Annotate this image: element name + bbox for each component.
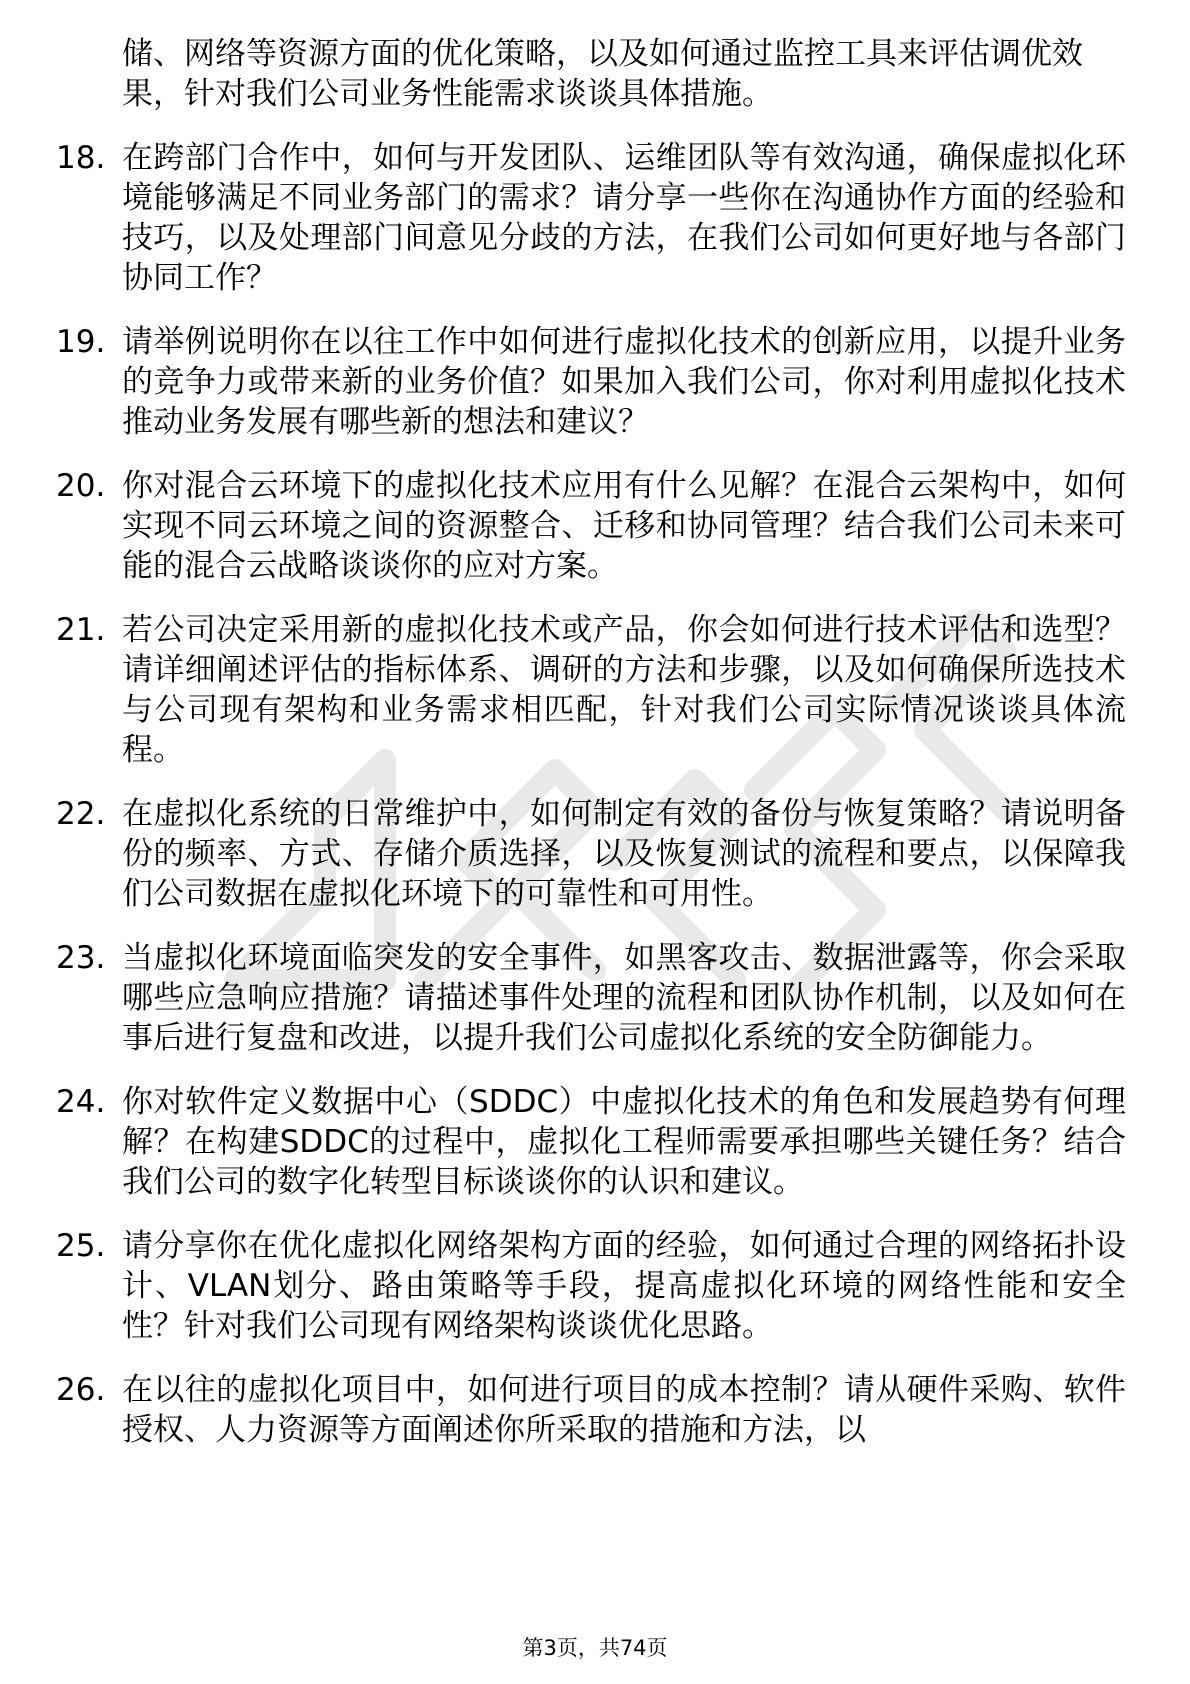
item-text: 请举例说明你在以往工作中如何进行虚拟化技术的创新应用，以提升业务的竞争力或带来新的业务价值？如果加入我们公司，你对利用虚拟化技术推动业务发展有哪些新的想法和建议？ <box>122 324 1126 440</box>
item-text: 你对混合云环境下的虚拟化技术应用有什么见解？在混合云架构中，如何实现不同云环境之间的资源整合、迁移和协同管理？结合我们公司未来可能的混合云战略谈谈你的应对方案。 <box>122 468 1126 584</box>
item-number: 22. <box>56 796 106 832</box>
item-text: 若公司决定采用新的虚拟化技术或产品，你会如何进行技术评估和选型？请详细阐述评估的指标体系、调研的方法和步骤，以及如何确保所选技术与公司现有架构和业务需求相匹配，针对我们公司实际情况谈谈具体流程。 <box>122 612 1126 768</box>
item-text: 在跨部门合作中，如何与开发团队、运维团队等有效沟通，确保虚拟化环境能够满足不同业务部门的需求？请分享一些你在沟通协作方面的经验和技巧，以及处理部门间意见分歧的方法，在我们公司如何更好地与各部门协同工作？ <box>122 140 1126 296</box>
list-item <box>56 466 1126 586</box>
list-item <box>56 1226 1126 1346</box>
item-number: 18. <box>56 140 106 176</box>
list-item <box>56 794 1126 914</box>
list-item <box>56 1082 1126 1202</box>
list-item <box>56 938 1126 1058</box>
list-item <box>56 1370 1126 1450</box>
item-text: 在以往的虚拟化项目中，如何进行项目的成本控制？请从硬件采购、软件授权、人力资源等方面阐述你所采取的措施和方法，以 <box>122 1372 1126 1448</box>
continuation-text: 储、网络等资源方面的优化策略，以及如何通过监控工具来评估调优效果，针对我们公司业务性能需求谈谈具体措施。 <box>122 36 1083 112</box>
list-item <box>56 138 1126 298</box>
list-item <box>56 322 1126 442</box>
item-text: 当虚拟化环境面临突发的安全事件，如黑客攻击、数据泄露等，你会采取哪些应急响应措施？请描述事件处理的流程和团队协作机制，以及如何在事后进行复盘和改进，以提升我们公司虚拟化系统的安全防御能力。 <box>122 940 1126 1056</box>
item-number: 19. <box>56 324 106 360</box>
list-item <box>56 610 1126 770</box>
item-number: 26. <box>56 1372 106 1408</box>
item-number: 25. <box>56 1228 106 1264</box>
item-number: 21. <box>56 612 106 648</box>
item-text: 在虚拟化系统的日常维护中，如何制定有效的备份与恢复策略？请说明备份的频率、方式、存储介质选择，以及恢复测试的流程和要点，以保障我们公司数据在虚拟化环境下的可靠性和可用性。 <box>122 796 1126 912</box>
item-text: 请分享你在优化虚拟化网络架构方面的经验，如何通过合理的网络拓扑设计、VLAN划分、路由策略等手段，提高虚拟化环境的网络性能和安全性？针对我们公司现有网络架构谈谈优化思路。 <box>122 1228 1126 1344</box>
item-number: 24. <box>56 1084 106 1120</box>
item-number: 23. <box>56 940 106 976</box>
item-text: 你对软件定义数据中心（SDDC）中虚拟化技术的角色和发展趋势有何理解？在构建SDDC的过程中，虚拟化工程师需要承担哪些关键任务？结合我们公司的数字化转型目标谈谈你的认识和建议。 <box>122 1084 1126 1200</box>
item-number: 20. <box>56 468 106 504</box>
question-list <box>56 34 1126 1474</box>
page-footer: 第3页，共74页 <box>522 1636 668 1660</box>
